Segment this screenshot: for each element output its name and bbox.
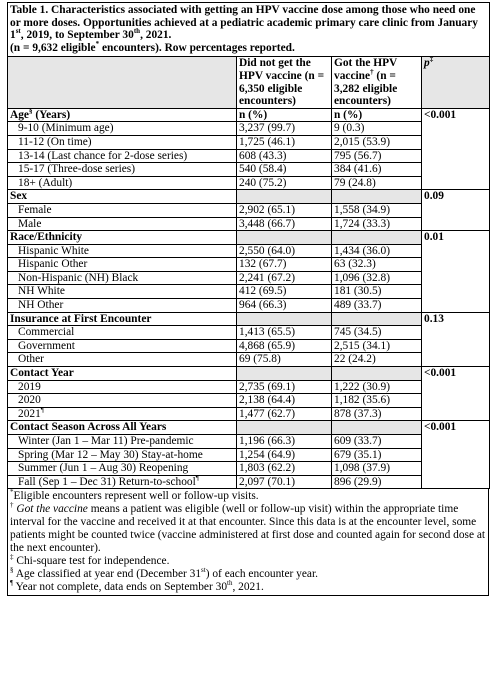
row-label: Winter (Jan 1 – Mar 11) Pre-pandemic	[8, 435, 237, 449]
p-value: 0.09	[422, 190, 490, 231]
cell-got-vaccine: 878 (37.3)	[332, 407, 422, 421]
cell-no-vaccine: 1,254 (64.9)	[237, 448, 332, 462]
row-label: Female	[8, 203, 237, 217]
table-row	[8, 135, 490, 149]
header-no-vaccine: Did not get the HPV vaccine (n = 6,350 eligible encounters)	[237, 57, 332, 108]
cell-no-vaccine: 540 (58.4)	[237, 163, 332, 177]
cell-got-vaccine: 1,724 (33.3)	[332, 217, 422, 231]
cell-got-vaccine: 795 (56.7)	[332, 149, 422, 163]
cell-no-vaccine: 1,477 (62.7)	[237, 407, 332, 421]
cell-got-vaccine: 9 (0.3)	[332, 122, 422, 136]
cell-no-vaccine: 132 (67.7)	[237, 258, 332, 272]
row-label: NH White	[8, 285, 237, 299]
table-row	[8, 448, 490, 462]
row-label: 11-12 (On time)	[8, 135, 237, 149]
header-p-value: p‡	[422, 57, 490, 108]
section-header-row	[8, 421, 490, 435]
row-label: 18+ (Adult)	[8, 176, 237, 190]
table-row	[8, 285, 490, 299]
blank-cell	[237, 312, 332, 326]
blank-cell	[237, 421, 332, 435]
cell-no-vaccine: 2,550 (64.0)	[237, 244, 332, 258]
section-label: Age§ (Years)	[8, 108, 237, 122]
cell-got-vaccine: 181 (30.5)	[332, 285, 422, 299]
blank-cell	[332, 231, 422, 245]
cell-got-vaccine: 384 (41.6)	[332, 163, 422, 177]
row-label: 2019	[8, 380, 237, 394]
table-row	[8, 475, 490, 489]
cell-no-vaccine: 3,448 (66.7)	[237, 217, 332, 231]
p-value: <0.001	[422, 421, 490, 489]
table-row	[8, 353, 490, 367]
table-row	[8, 435, 490, 449]
row-label: Non-Hispanic (NH) Black	[8, 271, 237, 285]
blank-cell	[237, 231, 332, 245]
cell-got-vaccine: 609 (33.7)	[332, 435, 422, 449]
row-label: Hispanic Other	[8, 258, 237, 272]
cell-got-vaccine: 63 (32.3)	[332, 258, 422, 272]
footnotes	[7, 489, 489, 595]
cell-no-vaccine: 69 (75.8)	[237, 353, 332, 367]
section-label: Insurance at First Encounter	[8, 312, 237, 326]
cell-got-vaccine: 2,015 (53.9)	[332, 135, 422, 149]
cell-got-vaccine: 79 (24.8)	[332, 176, 422, 190]
row-label: Fall (Sep 1 – Dec 31) Return-to-school¶	[8, 475, 237, 489]
table-row	[8, 258, 490, 272]
blank-cell	[332, 421, 422, 435]
document	[7, 2, 489, 596]
section-header-row	[8, 231, 490, 245]
table-row	[8, 380, 490, 394]
table-row	[8, 217, 490, 231]
cell-got-vaccine: 745 (34.5)	[332, 326, 422, 340]
cell-no-vaccine: 1,803 (62.2)	[237, 462, 332, 476]
cell-no-vaccine: 964 (66.3)	[237, 299, 332, 313]
section-header-row	[8, 108, 490, 122]
header-got-vaccine: Got the HPV vaccine† (n = 3,282 eligible encounters)	[332, 57, 422, 108]
section-header-row	[8, 190, 490, 204]
footnote-eligible: *Eligible encounters represent well or follow-up visits.	[10, 488, 259, 503]
row-label: NH Other	[8, 299, 237, 313]
footnote-year: ¶ Year not complete, data ends on September 30th, 2021.	[10, 578, 264, 593]
cell-got-vaccine: 22 (24.2)	[332, 353, 422, 367]
cell-got-vaccine: 679 (35.1)	[332, 448, 422, 462]
unit-label: n (%)	[332, 108, 422, 122]
row-label: 9-10 (Minimum age)	[8, 122, 237, 136]
cell-no-vaccine: 3,237 (99.7)	[237, 122, 332, 136]
cell-got-vaccine: 1,098 (37.9)	[332, 462, 422, 476]
footnote-got-vaccine: † Got the vaccine means a patient was eligible (well or follow-up visit) within the appropriate time interval for the vaccine and received it at that encounter. Since this data is at the encounter level, some patients might be counted twice (vaccine administered at first dose and counted again for second dose at the next encounter).	[10, 501, 486, 554]
p-value: 0.13	[422, 312, 490, 366]
table-row	[8, 271, 490, 285]
blank-cell	[237, 367, 332, 381]
section-label: Race/Ethnicity	[8, 231, 237, 245]
cell-no-vaccine: 412 (69.5)	[237, 285, 332, 299]
row-label: 15-17 (Three-dose series)	[8, 163, 237, 177]
table-row	[8, 203, 490, 217]
footnote-chi-square: ‡ Chi-square test for independence.	[10, 553, 170, 567]
cell-got-vaccine: 1,222 (30.9)	[332, 380, 422, 394]
blank-cell	[332, 190, 422, 204]
cell-no-vaccine: 2,735 (69.1)	[237, 380, 332, 394]
table-row	[8, 326, 490, 340]
table-row	[8, 244, 490, 258]
cell-no-vaccine: 2,241 (67.2)	[237, 271, 332, 285]
cell-no-vaccine: 2,902 (65.1)	[237, 203, 332, 217]
row-label: Other	[8, 353, 237, 367]
row-label: Government	[8, 339, 237, 353]
cell-no-vaccine: 1,725 (46.1)	[237, 135, 332, 149]
row-label: Commercial	[8, 326, 237, 340]
characteristics-table	[7, 2, 490, 489]
table-row	[8, 462, 490, 476]
cell-got-vaccine: 2,515 (34.1)	[332, 339, 422, 353]
cell-got-vaccine: 896 (29.9)	[332, 475, 422, 489]
cell-no-vaccine: 608 (43.3)	[237, 149, 332, 163]
section-label: Contact Season Across All Years	[8, 421, 237, 435]
table-row	[8, 149, 490, 163]
section-label: Sex	[8, 190, 237, 204]
unit-label: n (%)	[237, 108, 332, 122]
cell-got-vaccine: 1,182 (35.6)	[332, 394, 422, 408]
row-label: Male	[8, 217, 237, 231]
section-header-row	[8, 312, 490, 326]
section-label: Contact Year	[8, 367, 237, 381]
blank-cell	[237, 190, 332, 204]
row-label: Spring (Mar 12 – May 30) Stay-at-home	[8, 448, 237, 462]
table-title: Table 1. Characteristics associated with getting an HPV vaccine dose among those who need one or more doses. Opportunities achieved at a pediatric academic primary care clinic from January 1st, 2019, to September 30th, 2021. (n = 9,632 eligible* encounters). Row percentages reported.	[8, 3, 490, 57]
p-value: <0.001	[422, 367, 490, 421]
blank-cell	[332, 312, 422, 326]
blank-cell	[332, 367, 422, 381]
table-row	[8, 176, 490, 190]
cell-no-vaccine: 2,138 (64.4)	[237, 394, 332, 408]
row-label: 13-14 (Last chance for 2-dose series)	[8, 149, 237, 163]
cell-got-vaccine: 1,434 (36.0)	[332, 244, 422, 258]
cell-no-vaccine: 240 (75.2)	[237, 176, 332, 190]
p-value: <0.001	[422, 108, 490, 190]
table-row	[8, 163, 490, 177]
table-row	[8, 394, 490, 408]
table-row	[8, 122, 490, 136]
cell-no-vaccine: 1,196 (66.3)	[237, 435, 332, 449]
cell-no-vaccine: 1,413 (65.5)	[237, 326, 332, 340]
footnote-age: § Age classified at year end (December 31st) of each encounter year.	[10, 566, 318, 580]
row-label: 2020	[8, 394, 237, 408]
table-row	[8, 339, 490, 353]
cell-got-vaccine: 489 (33.7)	[332, 299, 422, 313]
table-row	[8, 407, 490, 421]
cell-no-vaccine: 2,097 (70.1)	[237, 475, 332, 489]
cell-no-vaccine: 4,868 (65.9)	[237, 339, 332, 353]
cell-got-vaccine: 1,558 (34.9)	[332, 203, 422, 217]
p-value: 0.01	[422, 231, 490, 313]
row-label: Summer (Jun 1 – Aug 30) Reopening	[8, 462, 237, 476]
row-label: 2021¶	[8, 407, 237, 421]
header-blank-cell	[8, 57, 237, 108]
row-label: Hispanic White	[8, 244, 237, 258]
table-row	[8, 299, 490, 313]
section-header-row	[8, 367, 490, 381]
cell-got-vaccine: 1,096 (32.8)	[332, 271, 422, 285]
